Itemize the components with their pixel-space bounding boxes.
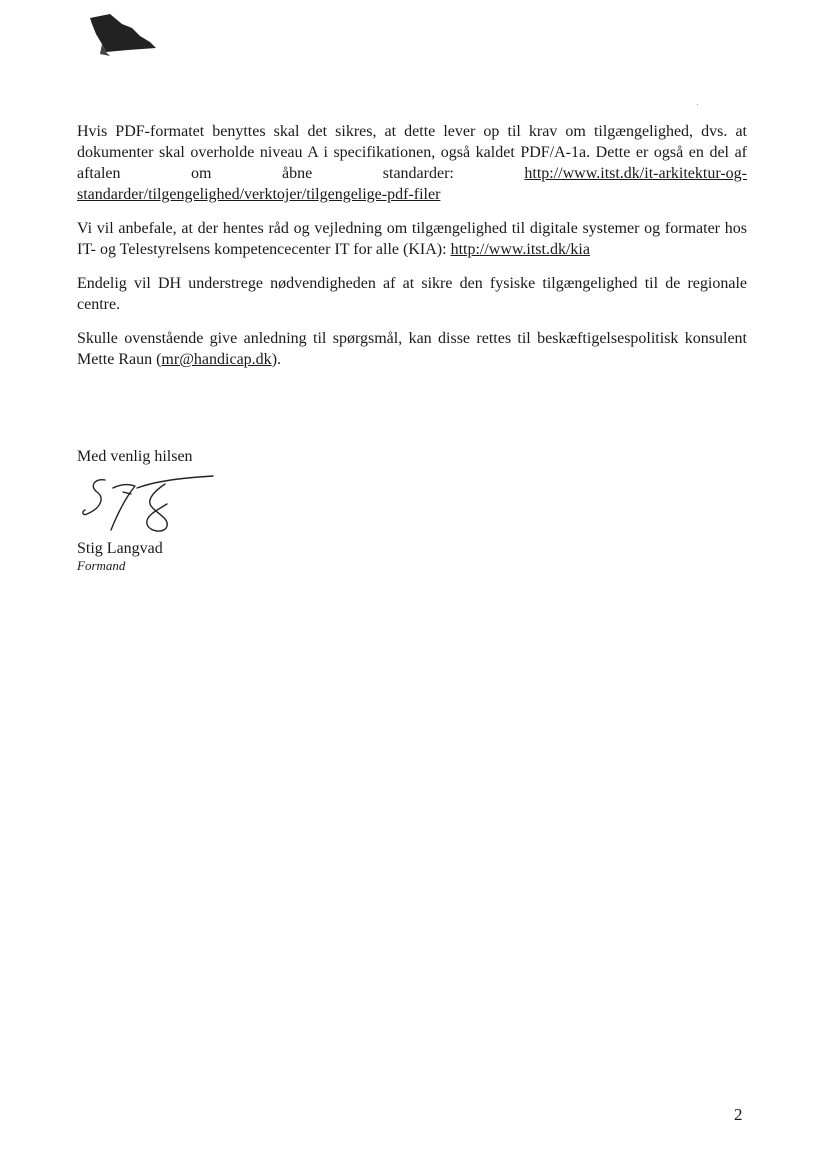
letter-body	[77, 121, 747, 383]
contact-email-link[interactable]: mr@handicap.dk	[161, 351, 272, 368]
scan-speck	[697, 104, 698, 105]
handwritten-signature	[77, 474, 217, 536]
paragraph-text: Skulle ovenstående give anledning til spørgsmål, kan disse rettes til beskæftigelsespolitisk konsulent Mette Raun (	[77, 330, 747, 368]
itst-kia-link[interactable]: http://www.itst.dk/kia	[450, 241, 590, 258]
itst-pdf-link[interactable]: http://www.itst.dk/it-arkitektur-og-standarder/tilgengelighed/verktojer/tilgengelige-pdf-filer	[77, 165, 747, 203]
paragraph-text: Hvis PDF-formatet benyttes skal det sikres, at dette lever op til krav om tilgængelighed, dvs. at dokumenter skal overholde niveau A i specifikationen, også kaldet PDF/A-1a. Dette er også en del af aftalen om åbne standarder:	[77, 123, 747, 182]
paragraph-text: ).	[271, 351, 282, 368]
closing-greeting: Med venlig hilsen	[77, 448, 193, 465]
paragraph-recommendation	[77, 218, 747, 260]
paragraph-pdf-accessibility	[77, 121, 747, 205]
paragraph-physical-accessibility: Endelig vil DH understrege nødvendigheden af at sikre den fysiske tilgængelighed til de regionale centre.	[77, 275, 747, 313]
signer-name: Stig Langvad	[77, 540, 163, 557]
paragraph-contact	[77, 328, 747, 370]
page-number: 2	[734, 1105, 743, 1124]
paragraph-text: Vi vil anbefale, at der hentes råd og vejledning om tilgængelighed til digitale systemer og formater hos IT- og Telestyrelsens kompetencecenter IT for alle (KIA):	[77, 220, 747, 258]
organization-logo	[88, 14, 158, 56]
signer-title: Formand	[77, 558, 126, 573]
